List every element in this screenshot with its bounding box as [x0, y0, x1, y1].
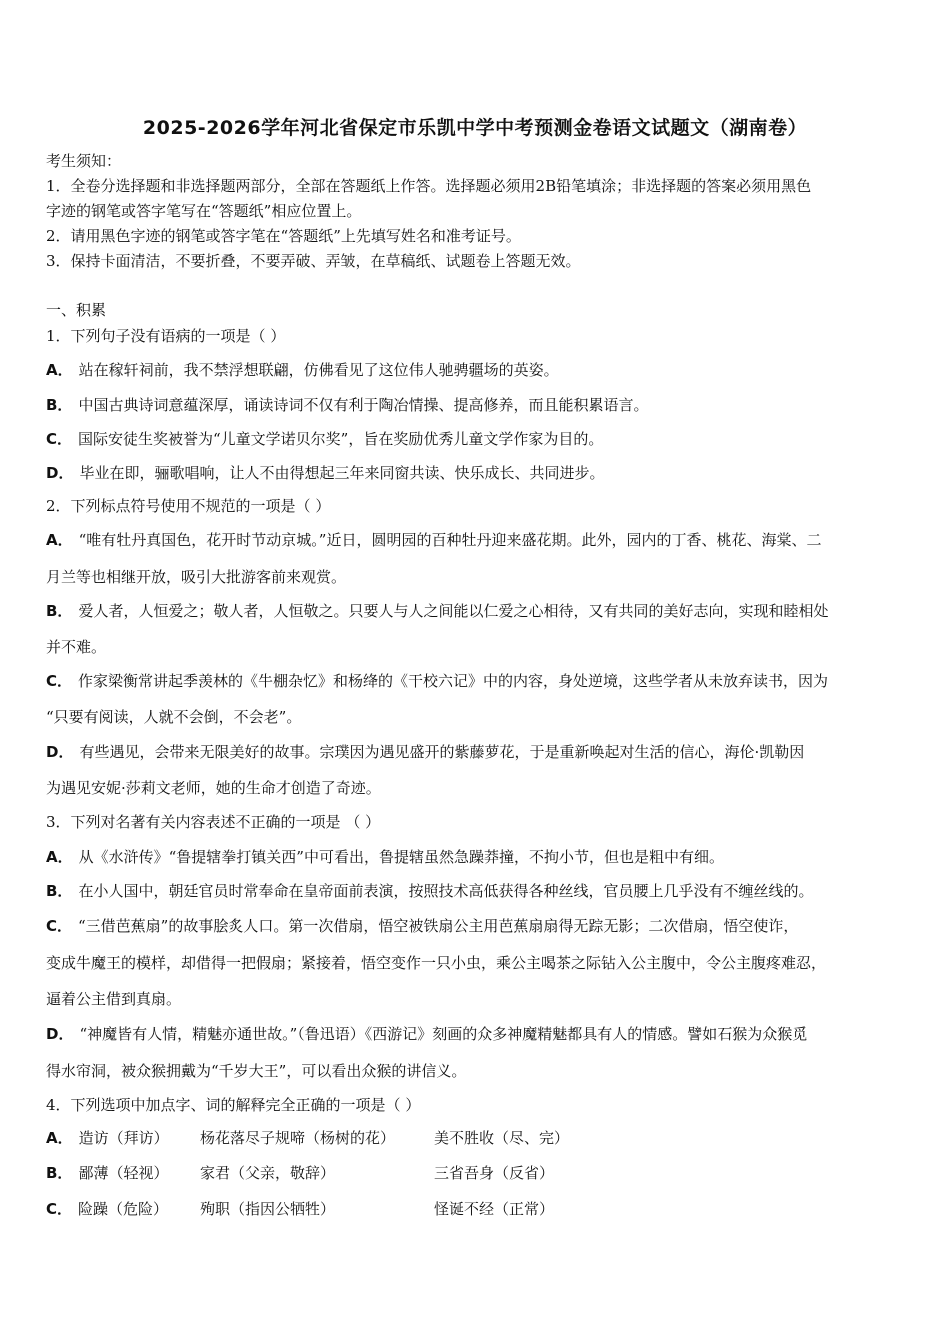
- q3-option-d-cont: 得水帘洞，被众猴拥戴为“千岁大王”，可以看出众猴的讲信义。: [46, 1062, 467, 1080]
- notice-line-3: 2．请用黑色字迹的钢笔或答字笔在“答题纸”上先填写姓名和准考证号。: [46, 227, 521, 245]
- option-text: “三借芭蕉扇”的故事脍炙人口。第一次借扇，悟空被铁扇公主用芭蕉扇扇得无踪无影；二次借扇，悟空使诈，: [78, 917, 799, 935]
- option-label: D．: [46, 464, 74, 482]
- q4-option-b-part-2: 家君（父亲，敬辞）: [200, 1164, 336, 1182]
- option-part-1: 险躁（危险）: [78, 1200, 169, 1218]
- notice-line-1: 1．全卷分选择题和非选择题两部分，全部在答题纸上作答。选择题必须用2B铅笔填涂；非选择题的答案必须用黑色: [46, 177, 812, 195]
- option-text: 毕业在即，骊歌唱响，让人不由得想起三年来同窗共读、快乐成长、共同进步。: [79, 464, 605, 482]
- option-label: A．: [46, 361, 73, 379]
- option-label: A．: [46, 848, 73, 866]
- q1-option-a: [46, 360, 559, 380]
- q2-option-c-cont: “只要有阅读，人就不会倒，不会老”。: [46, 708, 302, 726]
- option-label: B．: [46, 1164, 73, 1182]
- q2-option-d: [46, 742, 804, 762]
- option-text: 作家梁衡常讲起季羡林的《牛棚杂忆》和杨绛的《干校六记》中的内容，身处逆境，这些学者从未放弃读书，因为: [78, 672, 829, 690]
- q1-option-d: [46, 463, 604, 483]
- q2-option-b-cont: 并不难。: [46, 638, 107, 656]
- q4-option-a-part-2: 杨花落尽子规啼（杨树的花）: [200, 1129, 396, 1147]
- q4-option-b: [46, 1163, 168, 1183]
- q3-stem: 3．下列对名著有关内容表述不正确的一项是 （ ）: [46, 813, 381, 831]
- q2-option-a: [46, 530, 821, 550]
- q4-option-c: [46, 1199, 168, 1219]
- q3-option-c: [46, 916, 798, 936]
- option-label: B．: [46, 602, 73, 620]
- option-label: A．: [46, 1129, 73, 1147]
- q4-option-a-part-3: 美不胜收（尽、完）: [434, 1129, 570, 1147]
- notice-line-4: 3．保持卡面清洁，不要折叠，不要弄破、弄皱，在草稿纸、试题卷上答题无效。: [46, 252, 581, 270]
- section-heading: 一、积累: [46, 301, 107, 319]
- option-part-1: 造访（拜访）: [78, 1129, 169, 1147]
- notice-heading: 考生须知：: [46, 152, 122, 170]
- option-label: C．: [46, 430, 73, 448]
- q2-stem: 2．下列标点符号使用不规范的一项是（ ）: [46, 497, 331, 515]
- option-text: “神魔皆有人情，精魅亦通世故。”（鲁迅语）《西游记》刻画的众多神魔精魅都具有人的情感。譬如石猴为众猴觅: [79, 1025, 808, 1043]
- q4-option-c-part-2: 殉职（指因公牺牲）: [200, 1200, 336, 1218]
- q2-option-d-cont: 为遇见安妮·莎莉文老师，她的生命才创造了奇迹。: [46, 779, 381, 797]
- q3-option-d: [46, 1024, 807, 1044]
- option-text: 有些遇见，会带来无限美好的故事。宗璞因为遇见盛开的紫藤萝花，于是重新唤起对生活的信心，海伦·凯勒因: [79, 743, 805, 761]
- option-label: B．: [46, 882, 73, 900]
- q3-option-a: [46, 847, 724, 867]
- notice-line-2: 字迹的钢笔或答字笔写在“答题纸”相应位置上。: [46, 202, 362, 220]
- option-label: D．: [46, 743, 74, 761]
- option-part-1: 鄙薄（轻视）: [78, 1164, 169, 1182]
- q2-option-c: [46, 671, 828, 691]
- q1-option-b: [46, 395, 648, 415]
- option-text: 站在稼轩祠前，我不禁浮想联翩，仿佛看见了这位伟人驰骋疆场的英姿。: [78, 361, 559, 379]
- option-text: 国际安徒生奖被誉为“儿童文学诺贝尔奖”，旨在奖励优秀儿童文学作家为目的。: [78, 430, 604, 448]
- q4-stem: 4．下列选项中加点字、词的解释完全正确的一项是（ ）: [46, 1096, 421, 1114]
- q2-option-b: [46, 601, 828, 621]
- option-text: “唯有牡丹真国色，花开时节动京城。”近日，圆明园的百种牡丹迎来盛花期。此外，园内的丁香、桃花、海棠、二: [78, 531, 822, 549]
- option-text: 从《水浒传》“鲁提辖拳打镇关西”中可看出，鲁提辖虽然急躁莽撞，不拘小节，但也是粗中有细。: [78, 848, 724, 866]
- option-label: D．: [46, 1025, 74, 1043]
- option-label: B．: [46, 396, 73, 414]
- option-text: 在小人国中，朝廷官员时常奉命在皇帝面前表演，按照技术高低获得各种丝线，官员腰上几乎没有不缠丝线的。: [78, 882, 814, 900]
- option-label: C．: [46, 1200, 73, 1218]
- option-label: C．: [46, 672, 73, 690]
- option-label: C．: [46, 917, 73, 935]
- option-text: 爱人者，人恒爱之；敬人者，人恒敬之。只要人与人之间能以仁爱之心相待，又有共同的美好志向，实现和睦相处: [78, 602, 829, 620]
- q1-stem: 1．下列句子没有语病的一项是（ ）: [46, 327, 286, 345]
- q2-option-a-cont: 月兰等也相继开放，吸引大批游客前来观赏。: [46, 568, 347, 586]
- q3-option-b: [46, 881, 813, 901]
- page-title: 2025-2026学年河北省保定市乐凯中学中考预测金卷语文试题文（湖南卷）: [142, 117, 808, 139]
- q3-option-c-cont: 变成牛魔王的模样，却借得一把假扇；紧接着，悟空变作一只小虫，乘公主喝茶之际钻入公主腹中，令公主腹疼难忍，: [46, 954, 827, 972]
- q4-option-c-part-3: 怪诞不经（正常）: [434, 1200, 555, 1218]
- q4-option-b-part-3: 三省吾身（反省）: [434, 1164, 555, 1182]
- q1-option-c: [46, 429, 603, 449]
- q3-option-c-cont2: 逼着公主借到真扇。: [46, 990, 182, 1008]
- option-text: 中国古典诗词意蕴深厚，诵读诗词不仅有利于陶冶情操、提高修养，而且能积累语言。: [78, 396, 649, 414]
- q4-option-a: [46, 1128, 169, 1148]
- option-label: A．: [46, 531, 73, 549]
